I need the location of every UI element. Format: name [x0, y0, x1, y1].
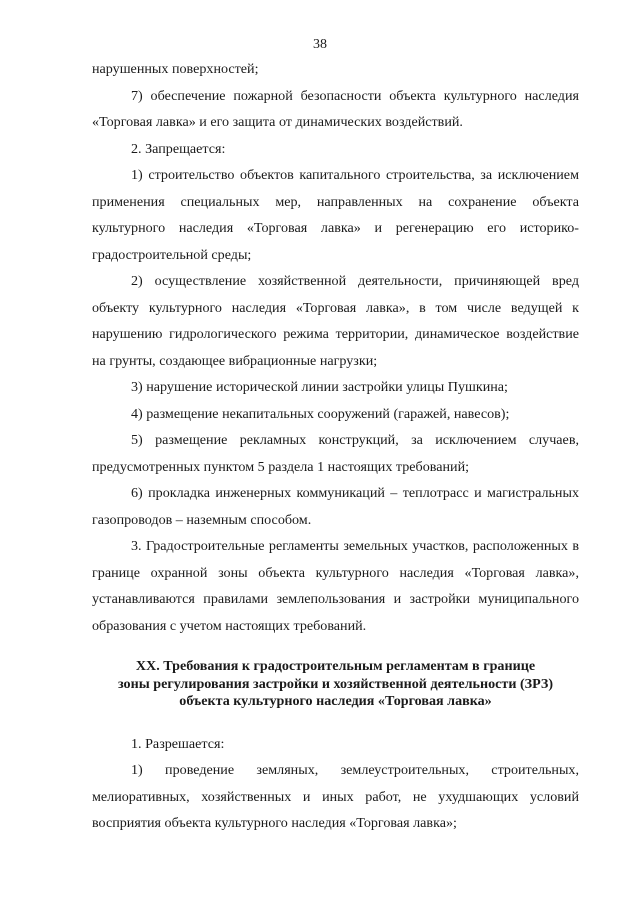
document-body [92, 56, 579, 837]
paragraph: 1) проведение земляных, землеустроительных, строительных, мелиоративных, хозяйственных и иных работ, не ухудшающих условий восприятия объекта культурного наследия «Торговая лавка»; [92, 762, 579, 831]
spacer [92, 711, 579, 731]
paragraph: 3) нарушение исторической линии застройки улицы Пушкина; [131, 379, 508, 395]
paragraph: 4) размещение некапитальных сооружений (гаражей, навесов); [131, 405, 510, 422]
paragraph: 1) строительство объектов капитального строительства, за исключением применения специальных мер, направленных на сохранение объекта культурного наследия «Торговая лавка» и регенерацию его историко-градостроительной среды; [92, 167, 579, 263]
section-title-line: XX. Требования к градостроительным регламентам в границе [135, 658, 536, 674]
page-number: 38 [313, 37, 327, 52]
section-title [92, 658, 579, 711]
paragraph: 1. Разрешается: [131, 735, 225, 752]
paragraph: нарушенных поверхностей; [92, 61, 259, 77]
paragraph: 2. Запрещается: [131, 140, 226, 157]
paragraph: 3. Градостроительные регламенты земельных участков, расположенных в границе охранной зоны объекта культурного наследия «Торговая лавка», устанавливаются правилами землепользования и застройки муниципального образования с учетом настоящих требований. [92, 538, 579, 634]
section-title-line: объекта культурного наследия «Торговая лавка» [179, 693, 492, 709]
paragraph: 7) обеспечение пожарной безопасности объекта культурного наследия «Торговая лавка» и его защита от динамических воздействий. [92, 87, 579, 130]
paragraph: 2) осуществление хозяйственной деятельности, причиняющей вред объекту культурного наследия «Торговая лавка», в том числе ведущей к нарушению гидрологического режима территории, динамическое воздействие на грунты, создающее вибрационные нагрузки; [92, 273, 579, 369]
section-title-line: зоны регулирования застройки и хозяйственной деятельности (ЗРЗ) [117, 675, 554, 692]
paragraph: 6) прокладка инженерных коммуникаций – теплотрасс и магистральных газопроводов – наземным способом. [92, 485, 579, 528]
paragraph: 5) размещение рекламных конструкций, за исключением случаев, предусмотренных пунктом 5 раздела 1 настоящих требований; [92, 432, 579, 475]
